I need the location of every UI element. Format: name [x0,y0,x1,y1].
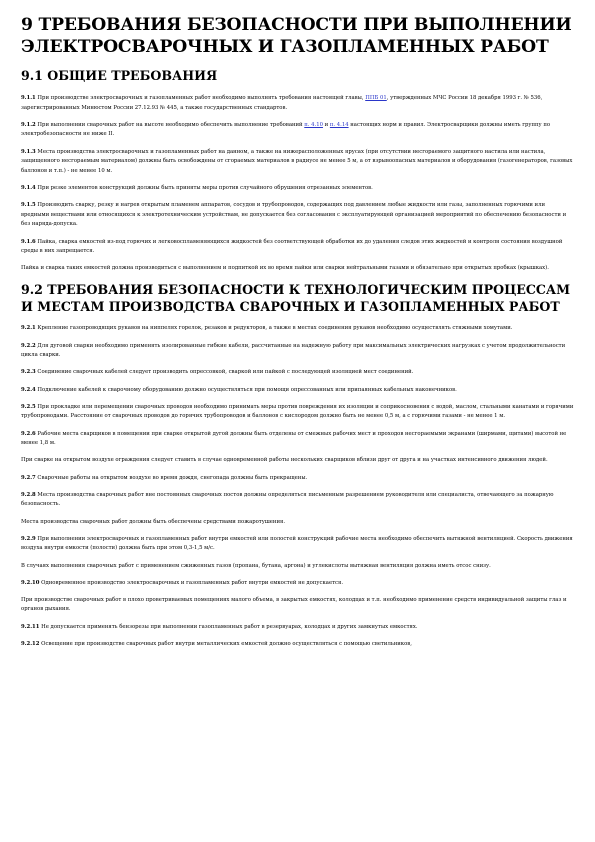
paragraph-9-2-3 [21,368,574,378]
paragraph-9-2-9 [21,535,574,554]
paragraph-text: настоящих норм и правил. Электросварщики должны иметь группу по электробезопасности не ниже II. [21,121,551,138]
paragraph-text: При производстве электросварочных и газопламенных работ необходимо выполнять требования настоящей главы, [35,95,366,101]
paragraph-9-2-1 [21,324,574,334]
paragraph-text: Подключение кабелей к сварочному оборудованию должно осуществляться при помощи опрессованных или припаянных кабельных наконечников. [35,386,457,393]
clause-4-14-link[interactable]: п. 4.14 [329,121,349,128]
document-page [21,14,574,657]
paragraph-text: , утвержденных МЧС России 18 декабря 1993 г. № 536, зарегистрированных Минюстом России 27.12.93 № 445, а также государственных стандартов. [21,95,543,111]
paragraph-9-2-2 [21,342,574,361]
paragraph-text: Соединение сварочных кабелей следует производить опрессовкой, сваркой или пайкой с последующей изоляцией мест соединений. [35,369,414,376]
paragraph-9-2-7 [21,474,574,484]
paragraph-9-1-5 [21,201,574,230]
paragraph-text: Не допускается применять бензорезы при выполнении газопламенных работ в резервуарах, колодцах и других замкнутых емкостях. [39,623,418,630]
clause-number: 9.2.12 [21,640,40,647]
paragraph-9-2-9-cont: В случаях выполнения сварочных работ с применением сжиженных газов (пропана, бутана, аргона) и углекислоты вытяжная вентиляция должна иметь отсос снизу. [21,562,491,569]
clause-number: 9.2.3 [21,369,36,376]
paragraph-9-2-11 [21,623,574,633]
clause-number: 9.2.10 [21,579,40,586]
clause-number: 9.2.11 [21,623,40,630]
paragraph-9-1-6-cont: Пайка и сварка таких емкостей должна производиться с выполнением и подпиткой их во время пайки или сварки нейтральными газами и обязательно при открытых пробках (крышках). [21,265,549,272]
paragraph-text: Пайка, сварка емкостей из-под горючих и легковоспламеняющихся жидкостей без соответствующей обработки их до удаления следов этих жидкостей и контроля состояния воздушной среды в них запрещается. [21,238,563,255]
clause-number: 9.2.4 [21,386,36,393]
paragraph-text: При резке элементов конструкций должны быть приняты меры против случайного обрушения отрезанных элементов. [35,184,373,191]
clause-number: 9.1.2 [21,121,36,128]
paragraph-9-2-8 [21,491,574,510]
paragraph-9-1-1 [21,94,574,113]
clause-number: 9.1.1 [21,95,36,101]
clause-number: 9.1.3 [21,148,36,155]
ppb-01-link[interactable]: ППБ 01 [365,95,387,101]
paragraph-text: Места производства сварочных работ вне постоянных сварочных постов должны определяться письменным разрешением руководителя или специалиста, отвечающего за пожарную безопасность. [21,491,554,508]
paragraph-9-1-2 [21,121,574,140]
section-title-9-2: 9.2 ТРЕБОВАНИЯ БЕЗОПАСНОСТИ К ТЕХНОЛОГИЧЕСКИМ ПРОЦЕССАМ И МЕСТАМ ПРОИЗВОДСТВА СВАРОЧНЫХ И ГАЗОПЛАМЕННЫХ РАБОТ [21,282,571,315]
paragraph-text: Крепление газопроводящих рукавов на ниппелях горелок, резаков и редукторов, а также в местах соединения рукавов необходимо осуществлять стяжными хомутами. [35,325,513,332]
paragraph-text: При выполнении электросварочных и газопламенных работ внутри емкостей или полостей конструкций рабочие места необходимо обеспечить вытяжной вентиляцией. Скорость движения воздуха внутри емкости (полости) должна быть при этом 0,3-1,5 м/с. [21,535,573,552]
paragraph-9-2-6 [21,430,574,449]
section-title-9-1: 9.1 ОБЩИЕ ТРЕБОВАНИЯ [21,68,218,83]
clause-number: 9.1.6 [21,238,36,245]
paragraph-text: Рабочие места сварщиков в помещении при сварке открытой дугой должны быть отделены от смежных рабочих мест и проходов несгораемыми экранами (ширмами, щитами) высотой не менее 1,8 м. [21,430,567,447]
paragraph-text: Освещение при производстве сварочных работ внутри металлических емкостей должно осуществляться с помощью светильников, [39,640,412,647]
clause-number: 9.2.2 [21,342,36,349]
clause-number: 9.2.1 [21,325,36,332]
paragraph-text: При выполнении сварочных работ на высоте необходимо обеспечить выполнение требований [35,121,305,128]
paragraph-9-2-10-cont: При производстве сварочных работ в плохо проветриваемых помещениях малого объема, в закрытых емкостях, колодцах и т.п. необходимо применение средств индивидуальной защиты глаз и органов дыхания. [21,596,567,613]
paragraph-9-1-4 [21,184,574,194]
page-title: 9 ТРЕБОВАНИЯ БЕЗОПАСНОСТИ ПРИ ВЫПОЛНЕНИИ ЭЛЕКТРОСВАРОЧНЫХ И ГАЗОПЛАМЕННЫХ РАБОТ [21,15,572,57]
paragraph-9-1-3 [21,148,574,177]
paragraph-text: Одновременное производство электросварочных и газопламенных работ внутри емкостей не допускается. [39,579,344,586]
clause-number: 9.1.4 [21,184,36,191]
paragraph-9-2-4 [21,386,574,396]
clause-number: 9.1.5 [21,202,36,209]
paragraph-9-1-6 [21,238,574,257]
paragraph-text: Места производства электросварочных и газопламенных работ на данном, а также на нижерасположенных ярусах (при отсутствии несгораемого защитного настила или настила, защищенного несгораемым материалом) должны быть освобождены от сгораемых материалов в радиусе не менее 5 м, а от взрывоопасных материалов и оборудования (газогенераторов, газовых баллонов и т.п.) - не менее 10 м. [21,148,573,174]
clause-number: 9.2.9 [21,535,36,542]
clause-4-10-link[interactable]: п. 4.10 [304,121,323,128]
clause-number: 9.2.7 [21,474,36,481]
paragraph-9-2-6-cont: При сварке на открытом воздухе ограждения следует ставить в случае одновременной работы нескольких сварщиков вблизи друг от друга и на участках интенсивного движения людей. [21,457,548,464]
paragraph-9-2-8-cont: Места производства сварочных работ должны быть обеспечены средствами пожаротушения. [21,518,286,525]
clause-number: 9.2.5 [21,403,36,410]
paragraph-text: Для дуговой сварки необходимо применять изолированные гибкие кабели, рассчитанные на надежную работу при максимальных электрических нагрузках с учетом продолжительности цикла сварки. [21,342,566,359]
paragraph-9-2-5 [21,403,574,422]
paragraph-text: Производить сварку, резку и нагрев открытым пламенем аппаратов, сосудов и трубопроводов, содержащих под давлением любые жидкости или газы, заполненных горючими или вредными веществами или относящихся к электротехническим устройствам, не допускается без согласования с эксплуатирующей организацией мероприятий по обеспечению безопасности и без наряда-допуска. [21,202,567,228]
paragraph-text: и [322,121,330,128]
paragraph-9-2-12 [21,640,574,650]
paragraph-text: При прокладке или перемещении сварочных проводов необходимо принимать меры против повреждения их изоляции и соприкосновения с водой, маслом, стальными канатами и горячими трубопроводами. Расстояние от сварочных проводов до горячих трубопроводов и баллонов с кислородом должно быть не менее 0,5 м, а с горючими газами - не менее 1 м. [21,403,574,420]
clause-number: 9.2.8 [21,491,36,498]
paragraph-9-2-10 [21,579,574,589]
clause-number: 9.2.6 [21,430,36,437]
paragraph-text: Сварочные работы на открытом воздухе во время дождя, снегопада должны быть прекращены. [35,474,308,481]
